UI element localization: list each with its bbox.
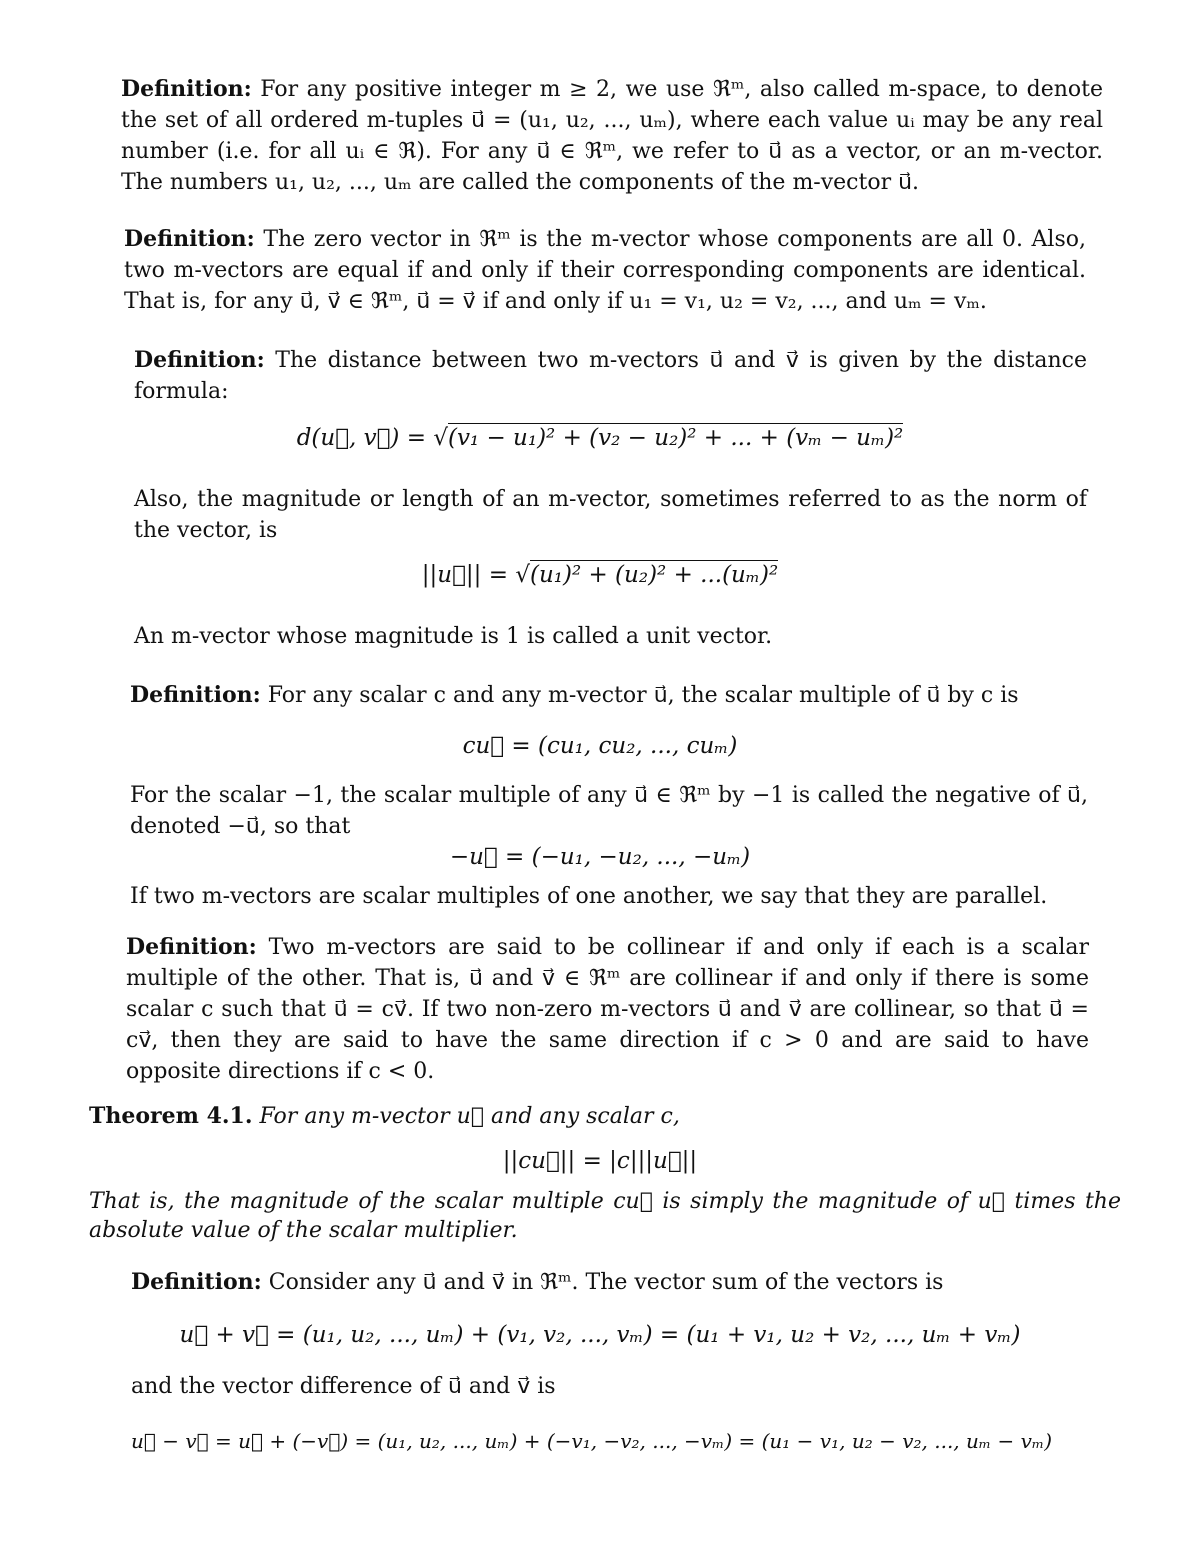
definition-distance (134, 345, 1087, 407)
negative-text: For the scalar −1, the scalar multiple of any u⃗ ∈ ℜᵐ by −1 is called the negative of u⃗, denoted −u⃗, so that (130, 783, 1088, 839)
definition-label: Definition: (126, 934, 257, 960)
difference-paragraph (131, 1371, 1091, 1402)
definition-text: Two m-vectors are said to be collinear if and only if each is a scalar multiple of the other. That is, u⃗ and v⃗ ∈ ℜᵐ are collinear if and only if there is some scalar c such that u⃗ = cv⃗. If two non-zero m-vectors u⃗ and v⃗ are collinear, so that u⃗ = cv⃗, then they are said to have the same direction if c > 0 and are said to have opposite directions if c < 0. (126, 935, 1089, 1084)
magnitude-text: Also, the magnitude or length of an m-vector, sometimes referred to as the norm of the vector, is (134, 487, 1087, 543)
theorem-formula (0, 1144, 1200, 1178)
distance-formula-lhs: d(u⃗, v⃗) = (296, 425, 434, 451)
definition-m-space (121, 74, 1103, 198)
theorem-title: Theorem 4.1. (89, 1103, 253, 1129)
parallel-paragraph (130, 881, 1088, 912)
definition-text: Consider any u⃗ and v⃗ in ℜᵐ. The vector sum of the vectors is (268, 1270, 944, 1295)
sqrt-sign: √ (515, 562, 530, 588)
parallel-text: If two m-vectors are scalar multiples of one another, we say that they are parallel. (130, 884, 1048, 909)
theorem-explanation (89, 1187, 1121, 1245)
definition-label: Definition: (121, 76, 252, 102)
magnitude-paragraph (134, 484, 1087, 546)
theorem-formula-text: ||cu⃗|| = |c|||u⃗|| (502, 1148, 698, 1174)
sqrt-sign: √ (433, 425, 448, 451)
magnitude-formula-radicand: (u₁)² + (u₂)² + ...(uₘ)² (529, 562, 779, 588)
negative-formula (0, 840, 1200, 874)
theorem-statement-text: For any m-vector u⃗ and any scalar c, (259, 1104, 680, 1129)
scalar-multiple-formula (0, 729, 1200, 763)
negative-formula-text: −u⃗ = (−u₁, −u₂, ..., −uₘ) (449, 844, 751, 870)
scalar-multiple-formula-text: cu⃗ = (cu₁, cu₂, ..., cuₘ) (462, 733, 738, 759)
magnitude-formula-lhs: ||u⃗|| = (421, 562, 516, 588)
definition-label: Definition: (130, 682, 261, 708)
difference-text: and the vector difference of u⃗ and v⃗ is (131, 1374, 556, 1399)
definition-scalar-multiple (130, 680, 1090, 711)
vector-sum-formula-text: u⃗ + v⃗ = (u₁, u₂, ..., uₘ) + (v₁, v₂, ..., vₘ) = (u₁ + v₁, u₂ + v₂, ..., uₘ + vₘ) (179, 1322, 1021, 1348)
vector-difference-formula-text: u⃗ − v⃗ = u⃗ + (−v⃗) = (u₁, u₂, ..., uₘ) + (−v₁, −v₂, ..., −vₘ) = (u₁ − v₁, u₂ − v₂, ..., uₘ − vₘ) (131, 1429, 1053, 1453)
unit-vector-paragraph (134, 621, 1087, 652)
negative-paragraph (130, 780, 1088, 842)
theorem-statement (89, 1101, 1119, 1132)
definition-text: For any positive integer m ≥ 2, we use ℜᵐ, also called m-space, to denote the set of all ordered m-tuples u⃗ = (u₁, u₂, ..., uₘ), where each value uᵢ may be any real number (i.e. for all uᵢ ∈ ℜ). For any u⃗ ∈ ℜᵐ, we refer to u⃗ as a vector, or an m-vector. The numbers u₁, u₂, ..., uₘ are called the components of the m-vector u⃗. (121, 77, 1103, 195)
magnitude-formula (0, 558, 1200, 592)
definition-zero-vector (124, 224, 1086, 317)
theorem-explanation-text: That is, the magnitude of the scalar multiple cu⃗ is simply the magnitude of u⃗ times the absolute value of the scalar multiplier. (89, 1189, 1121, 1243)
unit-vector-text: An m-vector whose magnitude is 1 is called a unit vector. (134, 624, 773, 649)
distance-formula (0, 421, 1200, 455)
distance-formula-radicand: (v₁ − u₁)² + (v₂ − u₂)² + ... + (vₘ − uₘ)² (447, 425, 904, 451)
definition-text: The zero vector in ℜᵐ is the m-vector whose components are all 0. Also, two m-vectors are equal if and only if their corresponding components are identical. That is, for any u⃗, v⃗ ∈ ℜᵐ, u⃗ = v⃗ if and only if u₁ = v₁, u₂ = v₂, ..., and uₘ = vₘ. (124, 227, 1086, 314)
definition-label: Definition: (134, 347, 265, 373)
vector-sum-formula (0, 1318, 1200, 1352)
definition-vector-sum (131, 1267, 1091, 1298)
definition-collinear (126, 932, 1089, 1087)
definition-label: Definition: (131, 1269, 262, 1295)
definition-text: For any scalar c and any m-vector u⃗, the scalar multiple of u⃗ by c is (267, 683, 1019, 708)
definition-label: Definition: (124, 226, 255, 252)
vector-difference-formula (131, 1424, 1052, 1458)
definition-text: The distance between two m-vectors u⃗ and v⃗ is given by the distance formula: (134, 348, 1087, 404)
